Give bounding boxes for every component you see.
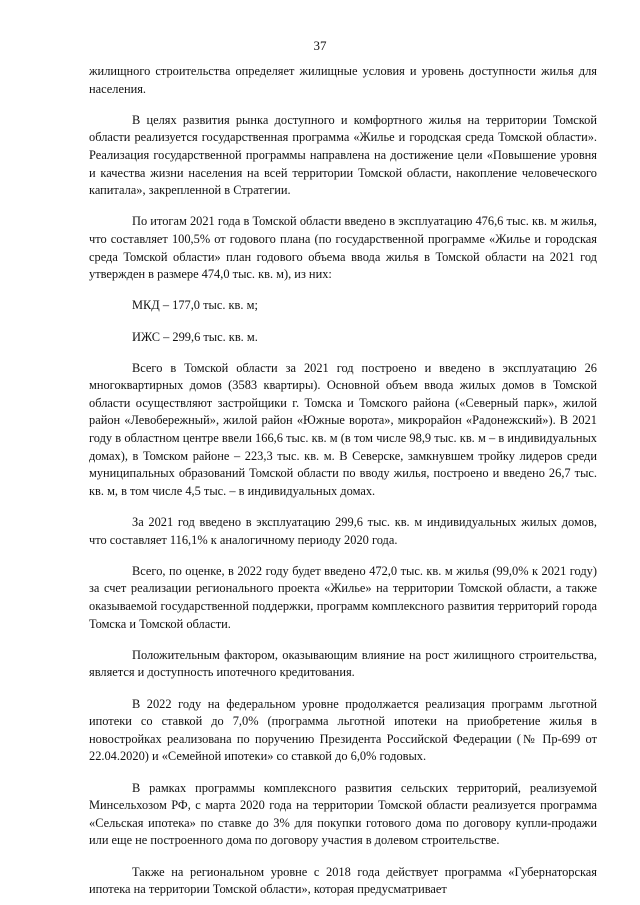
paragraph-2021-results: По итогам 2021 года в Томской области введено в эксплуатацию 476,6 тыс. кв. м жилья, что составляет 100,5% от годового плана (по государственной программе «Жилье и городская среда Томской области» план годового объема ввода жилья в Томской области на 2021 год утвержден в размере 474,0 тыс. кв. м), из них: xyxy=(89,214,597,282)
paragraph-state-program: В целях развития рынка доступного и комфортного жилья на территории Томской области реализуется государственная программа «Жилье и городская среда Томской области». Реализация государственной программы направлена на достижение цели «Повышение уровня и качества жизни населения на всей территории Томской области, накопление человеческого капитала», закрепленной в Стратегии. xyxy=(89,112,597,198)
paragraph-governor-mortgage: Также на региональном уровне с 2018 года действует программа «Губернаторская ипотека на территории Томской области», которая предусматривает xyxy=(89,864,597,897)
paragraph-2022-estimate: Всего, по оценке, в 2022 году будет введено 472,0 тыс. кв. м жилья (99,0% к 2021 году) за счет реализации регионального проекта «Жилье» на территории Томской области, а также оказываемой государственной поддержки, программ комплексного развития территорий города Томска и Томской области. xyxy=(89,563,597,631)
page-number: 37 xyxy=(313,38,327,53)
document-body xyxy=(89,63,597,899)
paragraph-continuation: жилищного строительства определяет жилищные условия и уровень доступности жилья для населения. xyxy=(89,64,597,96)
paragraph-federal-mortgage: В 2022 году на федеральном уровне продолжается реализация программ льготной ипотеки со ставкой до 7,0% (программа льготной ипотеки на приобретение жилья в новостройках реализована по поручению Президента Российской Федерации (№ Пр-699 от 22.04.2020) и «Семейной ипотеки» со ставкой до 6,0% годовых. xyxy=(89,696,597,764)
paragraph-mortgage-factor: Положительным фактором, оказывающим влияние на рост жилищного строительства, является и доступность ипотечного кредитования. xyxy=(89,647,597,680)
list-item-izhs: ИЖС – 299,6 тыс. кв. м. xyxy=(132,329,258,344)
paragraph-individual-houses: За 2021 год введено в эксплуатацию 299,6 тыс. кв. м индивидуальных жилых домов, что составляет 116,1% к аналогичному периоду 2020 года. xyxy=(89,515,597,547)
paragraph-apartment-buildings: Всего в Томской области за 2021 год построено и введено в эксплуатацию 26 многоквартирных домов (3583 квартиры). Основной объем ввода жилых домов в Томской области осуществляют застройщики г. Томска и Томского района («Северный парк», жилой район «Левобережный», жилой район «Южные ворота», микрорайон «Радонежский»). В 2021 году в областном центре ввели 166,6 тыс. кв. м (в том числе 98,9 тыс. кв. м – в индивидуальных домах), в Томском районе – 223,3 тыс. кв. м. В Северске, замкнувшем тройку лидеров среди муниципальных образований Томской области по вводу жилья, построено и введено 26,7 тыс. кв. м, в том числе 4,5 тыс. – в индивидуальных домах. xyxy=(89,360,597,498)
paragraph-rural-mortgage: В рамках программы комплексного развития сельских территорий, реализуемой Минсельхозом РФ, с марта 2020 года на территории Томской области реализуется программа «Сельская ипотека» по ставке до 3% для покупки готового дома по договору купли-продажи или еще не построенного дома по договору участия в долевом строительстве. xyxy=(89,780,597,848)
list-item-mkd: МКД – 177,0 тыс. кв. м; xyxy=(132,298,258,313)
